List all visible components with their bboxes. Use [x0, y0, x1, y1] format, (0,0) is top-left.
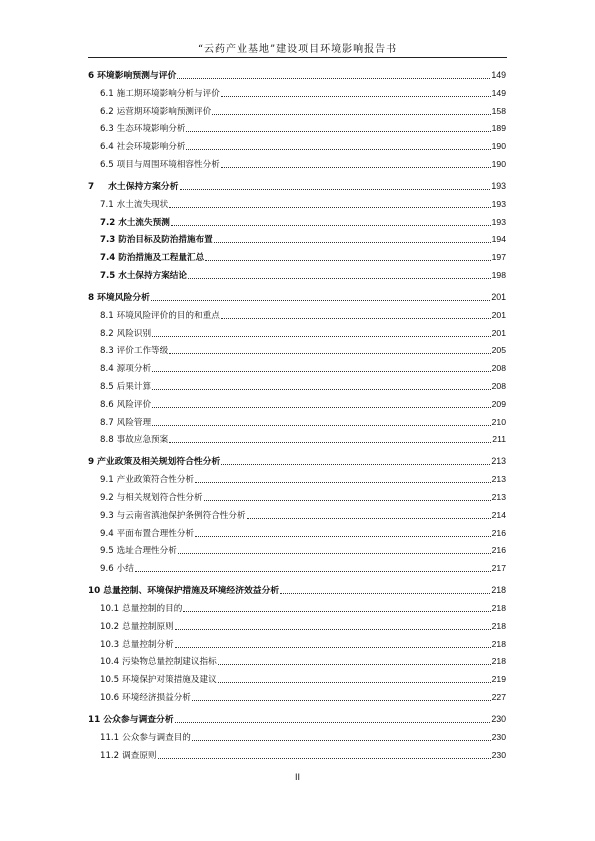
toc-dot-leader [221, 95, 491, 97]
toc-entry-title: 评价工作等级 [116, 346, 169, 357]
toc-dot-leader [214, 241, 491, 243]
toc-dot-leader [152, 406, 491, 408]
toc-entry-page: 230 [491, 713, 506, 724]
toc-entry-number: 9.6 [100, 564, 114, 575]
toc-entry-page: 210 [491, 416, 506, 427]
toc-dot-leader [152, 424, 491, 426]
toc-dot-leader [183, 610, 490, 612]
toc-section-entry[interactable] [88, 750, 506, 761]
toc-section-entry[interactable] [88, 492, 506, 503]
toc-entry-title: 环境经济损益分析 [122, 692, 191, 703]
toc-dot-leader [186, 148, 490, 150]
toc-dot-leader [218, 663, 491, 665]
toc-section-entry[interactable] [88, 528, 506, 539]
toc-entry-page: 211 [492, 434, 506, 445]
toc-entry-number: 6.1 [100, 88, 114, 99]
toc-section-entry[interactable] [88, 88, 506, 99]
toc-entry-title: 环境保护对策措施及建议 [122, 675, 217, 686]
toc-entry-title: 生态环境影响分析 [116, 124, 186, 135]
toc-dot-leader [204, 499, 491, 501]
toc-entry-title: 平面布置合理性分析 [116, 528, 195, 539]
toc-dot-leader [205, 259, 490, 261]
toc-entry-number: 9.3 [100, 510, 114, 521]
toc-entry-number: 10.4 [100, 657, 120, 668]
toc-entry-title: 总量控制、环境保护措施及环境经济效益分析 [103, 586, 280, 597]
toc-entry-page: 214 [491, 509, 506, 520]
toc-section-entry[interactable] [88, 270, 506, 281]
toc-entry-title: 总量控制分析 [122, 639, 174, 650]
toc-entry-title: 防治目标及防治措施布置 [118, 235, 213, 246]
toc-dot-leader [192, 699, 491, 701]
toc-entry-page: 189 [491, 123, 506, 134]
toc-entry-title: 水土保持方案分析 [108, 181, 179, 192]
toc-entry-number: 10 [88, 586, 101, 597]
toc-dot-leader [221, 463, 490, 465]
toc-section-entry[interactable] [88, 217, 506, 228]
toc-section-entry[interactable] [88, 417, 506, 428]
toc-entry-number: 7.2 [100, 217, 116, 228]
toc-dot-leader [169, 206, 490, 208]
toc-entry-page: 190 [491, 141, 506, 152]
toc-section-entry[interactable] [88, 399, 506, 410]
toc-entry-page: 197 [491, 252, 506, 263]
toc-dot-leader [212, 113, 490, 115]
toc-section-entry[interactable] [88, 474, 506, 485]
toc-entry-page: 218 [491, 585, 506, 596]
page-number: II [294, 772, 300, 782]
toc-entry-page: 218 [491, 620, 506, 631]
toc-dot-leader [152, 335, 491, 337]
toc-entry-title: 小结 [116, 564, 134, 575]
toc-section-entry[interactable] [88, 328, 506, 339]
toc-entry-page: 227 [491, 691, 506, 702]
toc-entry-page: 208 [491, 380, 506, 391]
toc-entry-number: 11.2 [100, 750, 120, 761]
toc-entry-page: 190 [491, 158, 506, 169]
toc-entry-number: 10.1 [100, 603, 120, 614]
toc-entry-title: 调查原则 [122, 750, 157, 761]
toc-entry-title: 风险评价 [116, 399, 152, 410]
toc-section-entry[interactable] [88, 603, 506, 614]
toc-entry-title: 项目与周围环境相容性分析 [116, 159, 220, 170]
toc-entry-page: 149 [491, 70, 506, 80]
toc-chapter-entry[interactable] [88, 70, 506, 81]
toc-entry-title: 防治措施及工程量汇总 [118, 253, 205, 264]
toc-entry-number: 7.4 [100, 253, 116, 264]
toc-entry-title: 水土流失预测 [118, 217, 170, 228]
toc-dot-leader [175, 628, 491, 630]
toc-entry-page: 216 [491, 527, 506, 538]
toc-dot-leader [169, 441, 491, 443]
toc-entry-page: 230 [491, 749, 506, 760]
toc-section-entry[interactable] [88, 106, 506, 117]
toc-entry-number: 6.2 [100, 106, 114, 117]
toc-entry-title: 源项分析 [116, 364, 152, 375]
toc-entry-page: 216 [491, 545, 506, 556]
toc-section-entry[interactable] [88, 639, 506, 650]
toc-entry-number: 6 [88, 71, 95, 81]
toc-section-entry[interactable] [88, 252, 506, 263]
toc-entry-number: 8.4 [100, 364, 114, 375]
toc-section-entry[interactable] [88, 545, 506, 556]
toc-entry-title: 风险管理 [116, 417, 152, 428]
toc-entry-number: 8 [88, 292, 95, 303]
toc-entry-number: 10.6 [100, 692, 120, 703]
toc-chapter-entry[interactable] [88, 456, 506, 467]
toc-chapter-entry[interactable] [88, 292, 506, 303]
toc-section-entry[interactable] [88, 381, 506, 392]
toc-entry-page: 201 [491, 327, 506, 338]
toc-dot-leader [195, 535, 491, 537]
header-rule [88, 57, 507, 58]
toc-entry-title: 后果计算 [116, 381, 152, 392]
toc-entry-title: 环境风险评价的目的和重点 [116, 310, 220, 321]
toc-dot-leader [247, 517, 491, 519]
toc-entry-title: 污染物总量控制建议指标 [122, 657, 217, 668]
toc-entry-number: 9.1 [100, 475, 114, 486]
toc-entry-title: 公众参与调查目的 [122, 732, 191, 743]
toc-entry-number: 7.1 [100, 199, 114, 210]
toc-entry-number: 7.3 [100, 235, 116, 246]
toc-entry-number: 8.6 [100, 399, 114, 410]
toc-dot-leader [188, 277, 491, 279]
toc-dot-leader [171, 224, 491, 226]
toc-section-entry[interactable] [88, 563, 506, 574]
toc-entry-page: 194 [491, 234, 506, 245]
toc-entry-title: 社会环境影响分析 [116, 142, 186, 153]
toc-entry-page: 213 [491, 456, 506, 467]
toc-section-entry[interactable] [88, 732, 506, 743]
toc-section-entry[interactable] [88, 234, 506, 245]
toc-dot-leader [175, 646, 491, 648]
toc-section-entry[interactable] [88, 141, 506, 152]
toc-section-entry[interactable] [88, 123, 506, 134]
toc-entry-title: 与云南省滇池保护条例符合性分析 [116, 510, 246, 521]
toc-dot-leader [221, 317, 491, 319]
toc-entry-number: 6.4 [100, 142, 114, 153]
toc-dot-leader [152, 370, 491, 372]
toc-dot-leader [178, 552, 491, 554]
toc-dot-leader [280, 592, 490, 594]
toc-section-entry[interactable] [88, 692, 506, 703]
toc-entry-page: 219 [491, 674, 506, 685]
toc-entry-page: 208 [491, 363, 506, 374]
toc-dot-leader [180, 188, 491, 190]
toc-dot-leader [151, 299, 490, 301]
document-header: “云药产业基地”建设项目环境影响报告书 [197, 44, 398, 55]
toc-section-entry[interactable] [88, 674, 506, 685]
toc-dot-leader [218, 681, 491, 683]
toc-chapter-entry[interactable] [88, 181, 506, 192]
toc-entry-number: 6.5 [100, 159, 114, 170]
toc-dot-leader [152, 388, 491, 390]
toc-entry-number: 9 [88, 457, 95, 468]
toc-entry-number: 10.2 [100, 621, 120, 632]
toc-entry-title: 公众参与调查分析 [103, 714, 174, 725]
toc-entry-title: 产业政策符合性分析 [116, 475, 195, 486]
toc-section-entry[interactable] [88, 310, 506, 321]
toc-dot-leader [192, 739, 491, 741]
toc-entry-page: 218 [491, 656, 506, 667]
toc-entry-title: 事故应急预案 [116, 435, 169, 446]
toc-section-entry[interactable] [88, 434, 506, 445]
toc-entry-page: 149 [491, 87, 506, 98]
toc-dot-leader [169, 352, 490, 354]
toc-entry-number: 8.3 [100, 346, 114, 357]
toc-entry-number: 8.5 [100, 381, 114, 392]
table-of-contents [88, 70, 506, 761]
toc-entry-title: 环境影响预测与评价 [97, 71, 177, 81]
toc-entry-title: 总量控制的目的 [122, 603, 183, 614]
toc-entry-title: 选址合理性分析 [116, 546, 177, 557]
toc-entry-title: 环境风险分析 [97, 292, 150, 303]
toc-entry-page: 158 [491, 105, 506, 116]
toc-entry-title: 施工期环境影响分析与评价 [116, 88, 220, 99]
toc-entry-page: 193 [491, 216, 506, 227]
toc-section-entry[interactable] [88, 363, 506, 374]
toc-entry-title: 水土流失现状 [116, 199, 169, 210]
toc-entry-number: 8.2 [100, 328, 114, 339]
toc-entry-title: 总量控制原则 [122, 621, 174, 632]
toc-entry-title: 运营期环境影响预测评价 [116, 106, 212, 117]
toc-chapter-entry[interactable] [88, 714, 506, 725]
toc-entry-number: 6.3 [100, 124, 114, 135]
toc-entry-page: 218 [491, 638, 506, 649]
toc-dot-leader [177, 77, 490, 79]
toc-entry-number: 9.4 [100, 528, 114, 539]
toc-entry-number: 8.8 [100, 435, 114, 446]
toc-entry-number: 9.5 [100, 546, 114, 557]
toc-dot-leader [135, 570, 491, 572]
toc-entry-number: 7.5 [100, 270, 116, 281]
toc-section-entry[interactable] [88, 345, 506, 356]
toc-entry-number: 10.3 [100, 639, 120, 650]
toc-dot-leader [186, 130, 490, 132]
toc-entry-number: 7 [88, 181, 95, 192]
toc-section-entry[interactable] [88, 510, 506, 521]
toc-dot-leader [195, 481, 491, 483]
toc-section-entry[interactable] [88, 656, 506, 667]
toc-entry-page: 230 [491, 731, 506, 742]
toc-entry-page: 198 [491, 269, 506, 280]
toc-dot-leader [175, 721, 491, 723]
toc-entry-page: 209 [491, 398, 506, 409]
toc-entry-page: 213 [491, 474, 506, 485]
toc-entry-number: 11 [88, 714, 101, 725]
toc-section-entry[interactable] [88, 199, 506, 210]
toc-entry-page: 218 [491, 602, 506, 613]
toc-entry-title: 与相关规划符合性分析 [116, 492, 203, 503]
toc-chapter-entry[interactable] [88, 585, 506, 596]
toc-entry-number: 11.1 [100, 732, 120, 743]
toc-entry-number: 9.2 [100, 492, 114, 503]
toc-entry-page: 213 [491, 491, 506, 502]
toc-entry-number: 10.5 [100, 675, 120, 686]
toc-entry-number: 8.7 [100, 417, 114, 428]
toc-section-entry[interactable] [88, 159, 506, 170]
toc-entry-page: 217 [491, 563, 506, 574]
toc-entry-number: 8.1 [100, 310, 114, 321]
toc-entry-page: 205 [491, 345, 506, 356]
toc-section-entry[interactable] [88, 621, 506, 632]
toc-entry-page: 201 [491, 309, 506, 320]
toc-dot-leader [158, 757, 491, 759]
toc-entry-title: 风险识别 [116, 328, 152, 339]
toc-entry-title: 水土保持方案结论 [118, 270, 187, 281]
toc-entry-page: 193 [491, 180, 506, 191]
toc-dot-leader [221, 166, 491, 168]
toc-entry-page: 193 [491, 198, 506, 209]
toc-entry-title: 产业政策及相关规划符合性分析 [97, 457, 221, 468]
toc-entry-page: 201 [491, 291, 506, 302]
